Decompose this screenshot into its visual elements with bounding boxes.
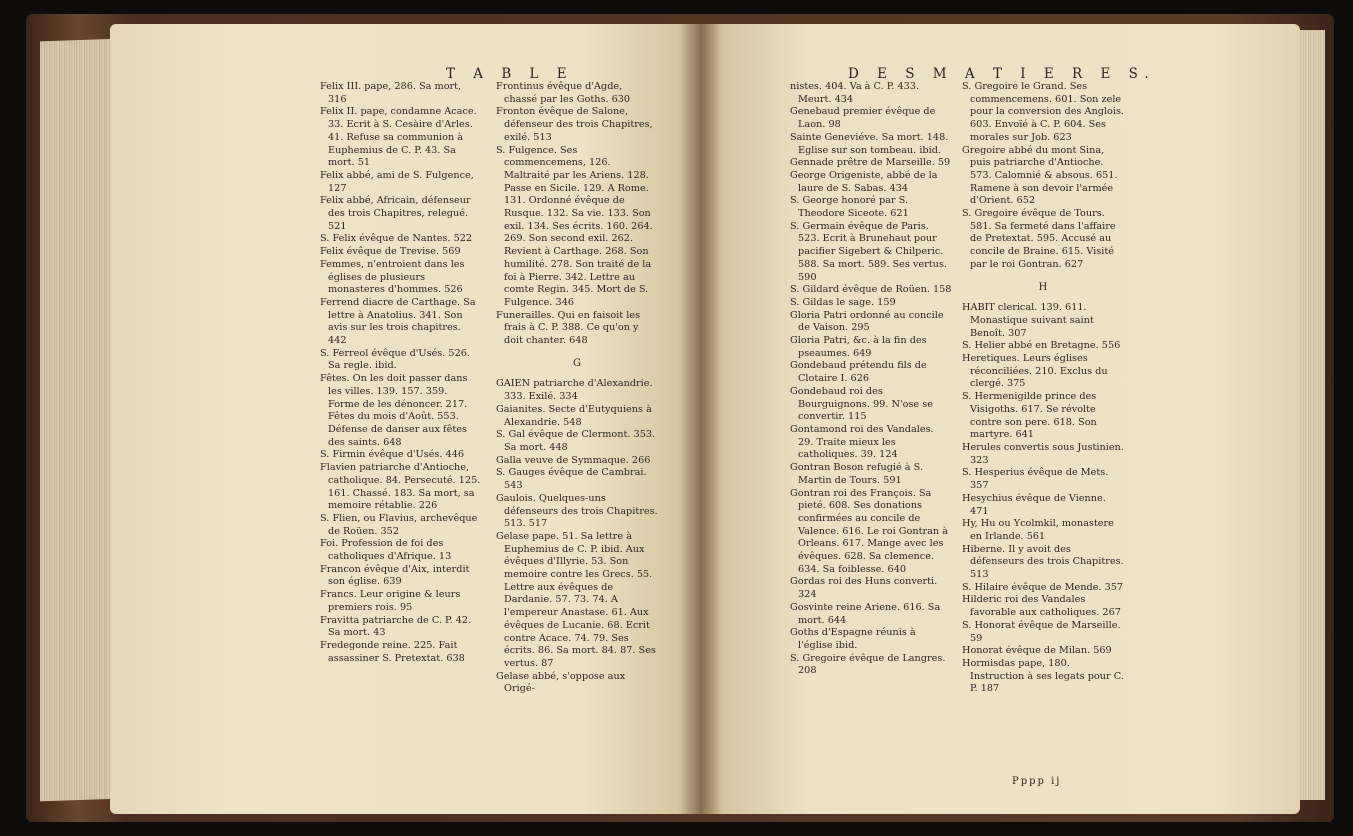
index-entry: S. Hermenigilde prince des Visigoths. 617. Se révolte contre son pere. 618. Son martyre. 641 (962, 391, 1097, 441)
index-entry: S. Germain évêque de Paris. 523. Ecrit à Brunehaut pour pacifier Sigebert & Chilperic. 588. Sa mort. 589. Ses vertus. 590 (790, 220, 947, 283)
index-entry: Fêtes. On les doit passer dans les villes. 139. 157. 359. Forme de les dénoncer. 217. Fêtes du mois d'Août. 553. Défense de danser aux fêtes des saints. 648 (320, 373, 468, 448)
index-entry: S. Helier abbé en Bretagne. 556 (962, 340, 1121, 352)
index-entry: Sainte Geneviéve. Sa mort. 148. Eglise sur son tombeau. ibid. (790, 131, 949, 156)
index-entry: Francs. Leur origine & leurs premiers rois. 95 (320, 589, 461, 613)
index-entry: Gontran Boson refugié à S. Martin de Tours. 591 (790, 462, 924, 486)
index-entry: S. Flien, ou Flavius, archevêque de Roüen. 352 (320, 512, 478, 537)
index-entry: Foi. Profession de foi des catholiques d'Afrique. 13 (320, 538, 452, 563)
index-entry: Heretiques. Leurs églises réconciliées. 210. Exclus du clergé. 375 (962, 353, 1108, 390)
index-entry: S. Gregoire évêque de Langres. 208 (790, 652, 946, 677)
index-entry: Femmes, n'entroient dans les églises de plusieurs monasteres d'hommes. 526 (320, 258, 465, 296)
index-column-2 (496, 81, 658, 696)
index-entry: Felix évêque de Trevise. 569 (320, 246, 461, 258)
index-column-3 (790, 81, 952, 678)
running-head-left: T A B L E (446, 66, 574, 82)
index-entry: Ferrend diacre de Carthage. Sa lettre à Anatolius. 341. Son avis sur les trois chapitres. 442 (320, 296, 476, 347)
index-entry: Gosvinte reine Ariene. 616. Sa mort. 644 (790, 601, 941, 626)
index-entry: S. Gregoire évêque de Tours. 581. Sa fermeté dans l'affaire de Pretextat. 595. Accusé au concile de Braine. 615. Visité par le roi Gontran. 627 (962, 208, 1116, 270)
index-entry: Gennade prêtre de Marseille. 59 (790, 157, 951, 169)
index-entry: Gontamond roi des Vandales. 29. Traite mieux les catholiques. 39. 124 (790, 423, 934, 461)
index-entry: Felix abbé, Africain, défenseur des trois Chapitres, relegué. 521 (320, 195, 471, 232)
index-entry: Felix II. pape, condamne Acace. 33. Ecrit à S. Cesàire d'Arles. 41. Refuse sa communion à Euphemius de C. P. 43. Sa mort. 51 (320, 106, 477, 169)
signature-mark: Pppp ij (1012, 776, 1062, 787)
index-entry: S. Felix évêque de Nantes. 522 (320, 233, 473, 245)
index-entry: S. George honoré par S. Theodore Siceote. 621 (790, 195, 909, 220)
index-entry: S. Firmin évêque d'Usés. 446 (320, 449, 465, 461)
index-entry: Herules convertis sous Justinien. 323 (962, 441, 1124, 466)
index-entry: S. Gildas le sage. 159 (790, 296, 896, 308)
index-entry: S. Ferreol évêque d'Usés. 526. Sa regle. ibid. (320, 347, 471, 372)
section-letter-h: H (1038, 281, 1048, 293)
index-entry: Genebaud premier évêque de Laon. 98 (790, 106, 936, 131)
index-entry: Hesychius évêque de Vienne. 471 (962, 492, 1106, 517)
index-entry: S. Honorat évêque de Marseille. 59 (962, 619, 1121, 644)
index-column-1 (320, 81, 482, 665)
index-entry: Gelase abbé, s'oppose aux Origé- (496, 670, 626, 695)
index-entry: Hy, Hu ou Ycolmkil, monastere en Irlande. 561 (962, 518, 1114, 542)
page-edges-left (40, 39, 120, 802)
index-entry: S. Gal évêque de Clermont. 353. Sa mort. 448 (496, 429, 656, 453)
index-entry: Gloria Patri, &c. à la fin des pseaumes. 649 (790, 335, 927, 359)
index-entry: S. Hesperius évêque de Mets. 357 (962, 467, 1109, 492)
index-entry: Francon évêque d'Aix, interdit son église. 639 (320, 563, 470, 588)
index-entry: Gontran roi des François. Sa pieté. 608. Ses donations confirmées au concile de Valence. 616. Le roi Gontran à Orleans. 617. Mange avec les évêques. 628. Sa clemence. 634. Sa foiblesse. 640 (790, 487, 949, 575)
index-entry: Gaulois. Quelques-uns défenseurs des trois Chapitres. 513. 517 (496, 492, 658, 530)
index-entry: nistes. 404. Va à C. P. 433. Meurt. 434 (790, 81, 920, 105)
index-entry: Gondebaud prétendu fils de Clotaire I. 626 (790, 360, 927, 385)
index-entry: S. Gregoire le Grand. Ses commencemens. 601. Son zele pour la conversion des Anglois. 603. Envoïé à C. P. 604. Ses morales sur Job. 623 (962, 81, 1124, 143)
index-entry: Honorat évêque de Milan. 569 (962, 645, 1112, 657)
index-entry: Felix III. pape, 286. Sa mort, 316 (320, 81, 462, 105)
index-entry: Funerailles. Qui en faisoit les frais à C. P. 388. Ce qu'on y doit chanter. 648 (496, 309, 641, 347)
index-entry: S. Gauges évêque de Cambrai. 543 (496, 467, 647, 492)
index-entry: Hiberne. Il y avoit des défenseurs des trois Chapitres. 513 (962, 543, 1124, 581)
index-entry: GAIEN patriarche d'Alexandrie. 333. Exilé. 334 (496, 378, 653, 403)
index-entry: Gelase pape. 51. Sa lettre à Euphemius de C. P. ibid. Aux évêques d'Illyrie. 53. Son memoire contre les Grecs. 55. Lettre aux évêques de Dardanie. 57. 73. 74. A l'empereur Anastase. 61. Aux évêques de Lucanie. 68. Ecrit contre Acace. 74. 79. Ses écrits. 86. Sa mort. 84. 87. Ses vertus. 87 (496, 530, 656, 669)
index-entry: Gloria Patri ordonné au concile de Vaison. 295 (790, 309, 944, 334)
index-entry: Felix abbé, ami de S. Fulgence, 127 (320, 169, 474, 194)
index-entry: Hilderic roi des Vandales favorable aux catholiques. 267 (962, 594, 1121, 619)
index-entry: Fredegonde reine. 225. Fait assassiner S. Pretextat. 638 (320, 639, 465, 664)
index-entry: Hormisdas pape, 180. Instruction à ses legats pour C. P. 187 (962, 657, 1124, 695)
index-entry: S. Hilaire évêque de Mende. 357 (962, 581, 1124, 593)
index-entry: Frontinus évêque d'Agde, chassé par les Goths. 630 (496, 81, 631, 105)
index-entry: Fronton évêque de Salone, défenseur des trois Chapitres, exilé. 513 (496, 106, 653, 143)
running-head-right: D E S M A T I E R E S. (848, 66, 1156, 82)
index-entry: Gordas roi des Huns converti. 324 (790, 576, 938, 601)
spine-gutter (680, 24, 720, 814)
index-entry: Gondebaud roi des Bourguignons. 99. N'ose se convertir. 115 (790, 385, 933, 423)
index-entry: Goths d'Espagne réunis à l'église ibid. (790, 627, 916, 651)
index-entry: S. Fulgence. Ses commencemens, 126. Maltraité par les Ariens. 128. Passe en Sicile. 129. A Rome. 131. Ordonné évêque de Rusque. 132. Sa vie. 133. Son exil. 134. Ses écrits. 160. 264. 269. Son second exil. 262. Revient à Carthage. 268. Son humilité. 278. Son traité de la foi à Pierre. 342. Lettre au comte Regin. 345. Mort de S. Fulgence. 346 (496, 144, 653, 308)
index-entry: George Origeniste, abbé de la laure de S. Sabas. 434 (790, 169, 938, 194)
index-entry: Galla veuve de Symmaque. 266 (496, 454, 651, 466)
index-entry: Gaianites. Secte d'Eutyquiens à Alexandrie. 548 (496, 403, 652, 428)
index-entry: S. Gildard évêque de Roüen. 158 (790, 284, 952, 296)
index-column-4 (962, 81, 1124, 696)
section-letter-g: G (573, 357, 581, 369)
index-entry: Fravitta patriarche de C. P. 42. Sa mort. 43 (320, 614, 472, 639)
index-entry: Flavien patriarche d'Antioche, catholique. 84. Persecuté. 125. 161. Chassé. 183. Sa mort, sa memoire rétablie. 226 (320, 462, 481, 512)
index-entry: Gregoire abbé du mont Sina, puis patriarche d'Antioche. 573. Calomnié & absous. 651. Ramene à son devoir l'armée d'Orient. 652 (962, 144, 1118, 207)
index-entry: HABIT clerical. 139. 611. Monastique suivant saint Benoît. 307 (962, 302, 1094, 339)
